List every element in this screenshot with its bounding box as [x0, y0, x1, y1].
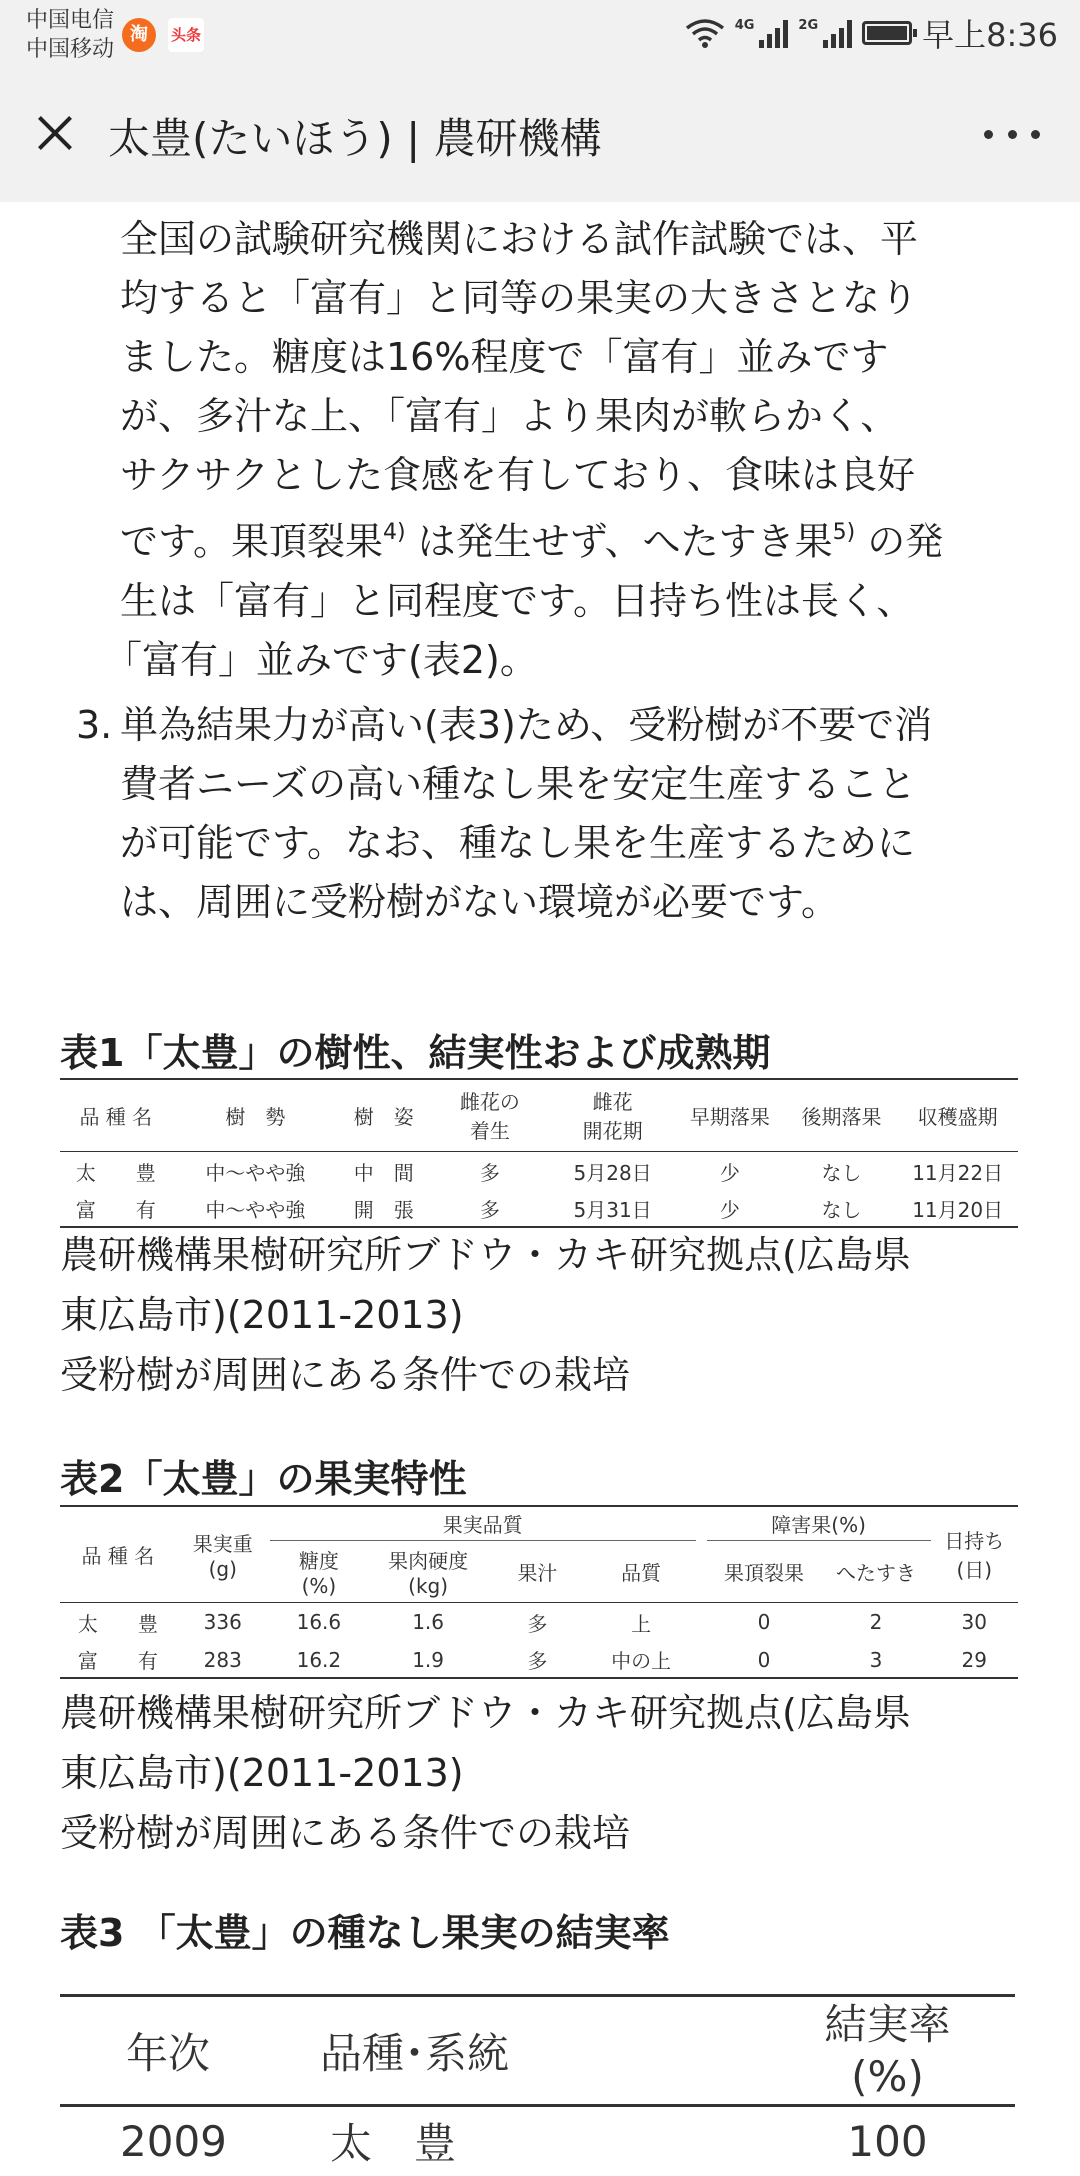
paragraph-line: 均すると「富有」と同等の果実の大きさとなり — [120, 276, 919, 320]
table-header: へたすき — [835, 1560, 916, 1585]
table-header: 糖度 (%) — [298, 1548, 339, 1598]
list-line: 単為結果力が高い(表3)ため、受粉樹が不要で消 — [120, 703, 933, 747]
table3 — [60, 1994, 1015, 2176]
toutiao-notification-icon: 头条 — [168, 18, 204, 52]
paragraph-line: サクサクとした食感を有しており、食味は良好 — [120, 453, 915, 497]
table-header: 日持ち (日) — [944, 1529, 1005, 1583]
table2-source: 農研機構果樹研究所ブドウ・カキ研究拠点(広島県 東広島市)(2011-2013) 受粉樹が周囲にある条件での栽培 — [60, 1691, 911, 1855]
table-header: 収穫盛期 — [917, 1104, 998, 1129]
more-options-icon[interactable] — [984, 124, 1040, 144]
carrier-1: 中国电信 — [26, 8, 115, 33]
taobao-notification-icon: 淘 — [122, 18, 156, 52]
paragraph-line: ました。糖度は16%程度で「富有」並みです — [120, 335, 889, 379]
table-header: 後期落果 — [801, 1104, 882, 1129]
table-header: 品種･系統 — [320, 2028, 510, 2078]
table-header: 結実率 (%) — [824, 1999, 951, 2101]
paragraph-line: 生は「富有」と同程度です。日持ち性は長く、 — [120, 578, 915, 623]
footnote-ref: 5) — [832, 520, 856, 545]
battery-icon — [862, 21, 912, 45]
table-header: 品 種 名 — [79, 1104, 153, 1129]
table1-source: 農研機構果樹研究所ブドウ・カキ研究拠点(広島県 東広島市)(2011-2013) 受粉樹が周囲にある条件での栽培 — [60, 1233, 911, 1397]
table-header: 障害果(%) — [707, 1506, 931, 1540]
wifi-icon — [685, 18, 725, 48]
table-row: 太 豊 336 16.6 1.6 多 上 0 2 30 — [77, 1610, 987, 1636]
signal-4g-icon: 4G — [735, 18, 789, 48]
page-title: 太豊(たいほう) | 農研機構 — [108, 114, 602, 163]
clock: 早上8:36 — [922, 16, 1058, 54]
list-item-3 — [76, 696, 1016, 932]
carrier-info — [26, 6, 114, 64]
close-icon[interactable] — [30, 108, 80, 158]
table-header: 雌花の 着生 — [459, 1090, 520, 1144]
table-header: 樹 勢 — [225, 1104, 286, 1129]
table-row: 2009 太 豊 100 — [120, 2116, 928, 2169]
signal-2g-icon: 2G — [798, 18, 852, 48]
table3-title: 表3 「太豊」の種なし果実の結実率 — [60, 1911, 670, 1955]
list-line: が可能です。なお、種なし果を生産するために — [120, 821, 915, 865]
table-header: 果汁 — [517, 1560, 558, 1585]
list-line: は、周囲に受粉樹がない環境が必要です。 — [120, 880, 839, 924]
table-header: 果実重 (g) — [192, 1531, 253, 1581]
table-header: 品質 — [621, 1560, 662, 1585]
body-paragraph — [104, 210, 1020, 690]
paragraph-line: です。果頂裂果$^{4)}$ は発生せず、へたすき果$^{5)}$ の発 — [120, 519, 944, 564]
table-header: 雌花 開花期 — [582, 1090, 643, 1144]
table-header: 果実品質 — [270, 1506, 696, 1540]
table-header: 年次 — [126, 2028, 211, 2078]
paragraph-line: 全国の試験研究機関における試作試験では、平 — [120, 217, 919, 261]
table-header: 早期落果 — [689, 1104, 770, 1129]
table2-title: 表2「太豊」の果実特性 — [60, 1457, 467, 1501]
table1-title: 表1「太豊」の樹性、結実性および成熟期 — [60, 1031, 771, 1075]
carrier-2: 中国移动 — [26, 37, 115, 62]
status-bar — [0, 0, 1080, 66]
list-number: 3. — [76, 703, 113, 747]
footnote-ref: 4) — [382, 520, 406, 545]
table-header: 品 種 名 — [81, 1543, 155, 1568]
table-header: 樹 姿 — [353, 1104, 414, 1129]
status-indicators — [685, 10, 1058, 56]
table-row: 太 豊 中〜やや強 中 間 多 5月28日 少 なし 11月22日 — [75, 1160, 1004, 1185]
browser-title-bar — [0, 66, 1080, 202]
table-header: 果頂裂果 — [723, 1560, 804, 1585]
table-row: 富 有 中〜やや強 開 張 多 5月31日 少 なし 11月20日 — [60, 1191, 1018, 1227]
paragraph-line: が、多汁な上、「富有」より果肉が軟らかく、 — [120, 394, 899, 438]
table1 — [60, 1078, 1018, 1228]
table2 — [60, 1505, 1018, 1679]
paragraph-line: 「富有」並みです(表2)。 — [104, 637, 538, 682]
table-header: 果肉硬度 (kg) — [388, 1548, 469, 1598]
list-line: 費者ニーズの高い種なし果を安定生産すること — [120, 762, 917, 806]
table-row: 富 有 283 16.2 1.9 多 中の上 0 3 29 — [60, 1642, 1018, 1678]
